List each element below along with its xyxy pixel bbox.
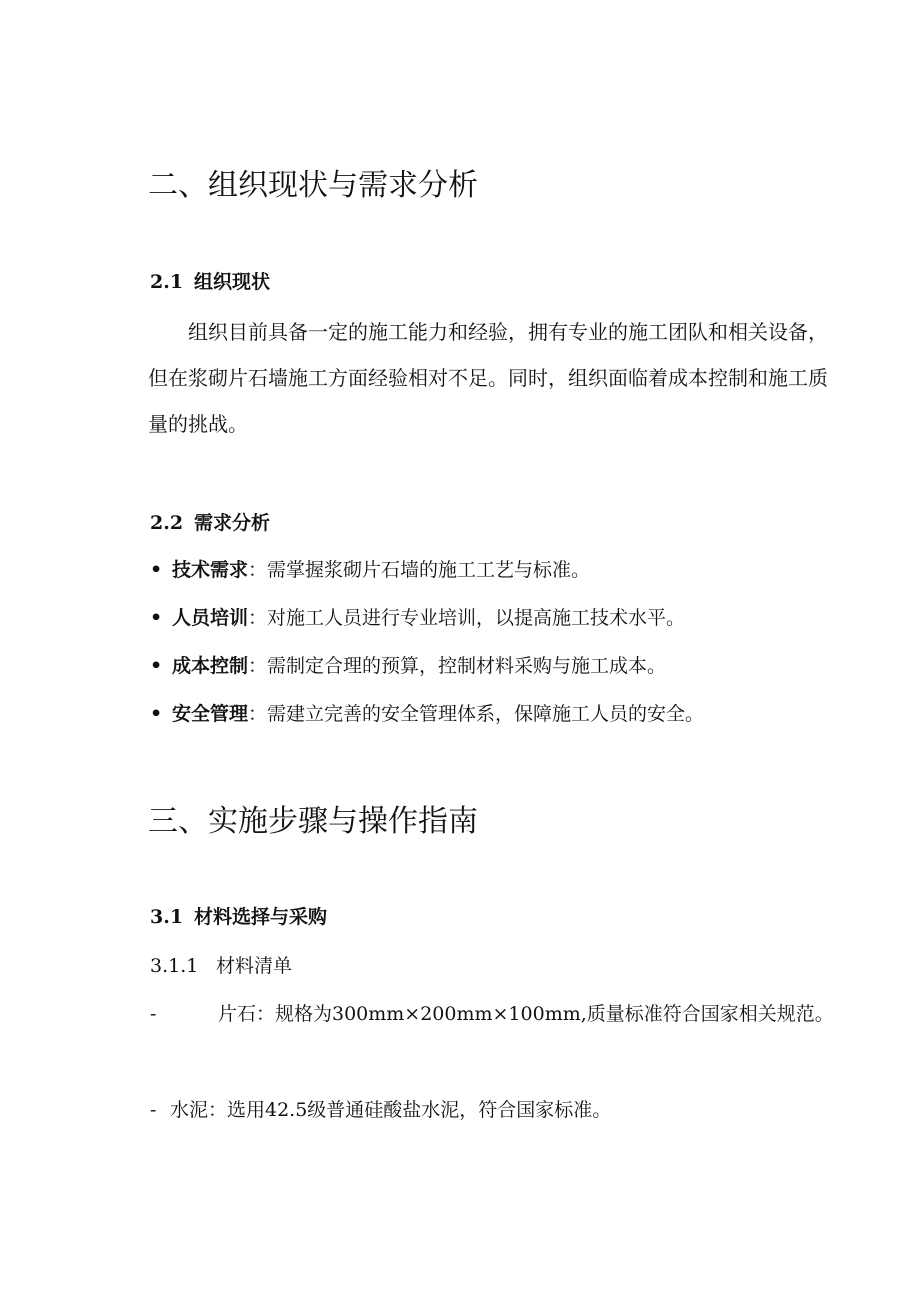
list-item-safety-management bbox=[150, 700, 704, 728]
list-item-staff-training bbox=[150, 604, 685, 632]
organization-status-paragraph bbox=[148, 309, 828, 447]
material-item-text: 水泥：选用42.5级普通硅酸盐水泥，符合国家标准。 bbox=[170, 1099, 612, 1121]
subsection-3-1-1-number: 3.1.1 bbox=[150, 955, 199, 977]
material-item-text: 片石：规格为300mm×200mm×100mm,质量标准符合国家相关规范。 bbox=[218, 1003, 834, 1025]
subsection-2-2-heading bbox=[150, 509, 270, 537]
list-item-text: ：对施工人员进行专业培训，以提高施工技术水平。 bbox=[248, 607, 686, 629]
subsection-2-1-heading bbox=[150, 268, 270, 296]
subsection-3-1-1-heading bbox=[150, 952, 292, 980]
section-3-heading: 三、实施步骤与操作指南 bbox=[148, 804, 478, 839]
subsection-2-2-title: 需求分析 bbox=[194, 512, 271, 534]
bullet-icon: • bbox=[150, 607, 163, 629]
subsection-3-1-heading bbox=[150, 903, 327, 931]
material-item-cement bbox=[150, 1096, 611, 1124]
list-item-term: 人员培训 bbox=[172, 607, 249, 629]
organization-status-text: 组织目前具备一定的施工能力和经验，拥有专业的施工团队和相关设备，但在浆砌片石墙施工方面经验相对不足。同时，组织面临着成本控制和施工质量的挑战。 bbox=[148, 320, 828, 436]
subsection-3-1-number: 3.1 bbox=[150, 906, 184, 928]
bullet-icon: • bbox=[150, 655, 163, 677]
material-item-stone bbox=[150, 1000, 834, 1028]
list-item-term: 成本控制 bbox=[172, 655, 249, 677]
subsection-2-2-number: 2.2 bbox=[150, 512, 184, 534]
section-2-heading: 二、组织现状与需求分析 bbox=[148, 168, 478, 203]
list-item-text: ：需建立完善的安全管理体系，保障施工人员的安全。 bbox=[248, 703, 705, 725]
bullet-icon: • bbox=[150, 559, 163, 581]
subsection-3-1-1-title: 材料清单 bbox=[216, 955, 293, 977]
dash-marker: - bbox=[150, 1099, 157, 1121]
list-item-term: 安全管理 bbox=[172, 703, 249, 725]
list-item-text: ：需制定合理的预算，控制材料采购与施工成本。 bbox=[248, 655, 667, 677]
bullet-icon: • bbox=[150, 703, 163, 725]
list-item-cost-control bbox=[150, 652, 666, 680]
list-item-term: 技术需求 bbox=[172, 559, 249, 581]
subsection-2-1-title: 组织现状 bbox=[194, 271, 271, 293]
subsection-3-1-title: 材料选择与采购 bbox=[194, 906, 328, 928]
list-item-technical-need bbox=[150, 556, 590, 584]
dash-marker: - bbox=[150, 1003, 157, 1025]
list-item-text: ：需掌握浆砌片石墙的施工工艺与标准。 bbox=[248, 559, 591, 581]
subsection-2-1-number: 2.1 bbox=[150, 271, 184, 293]
